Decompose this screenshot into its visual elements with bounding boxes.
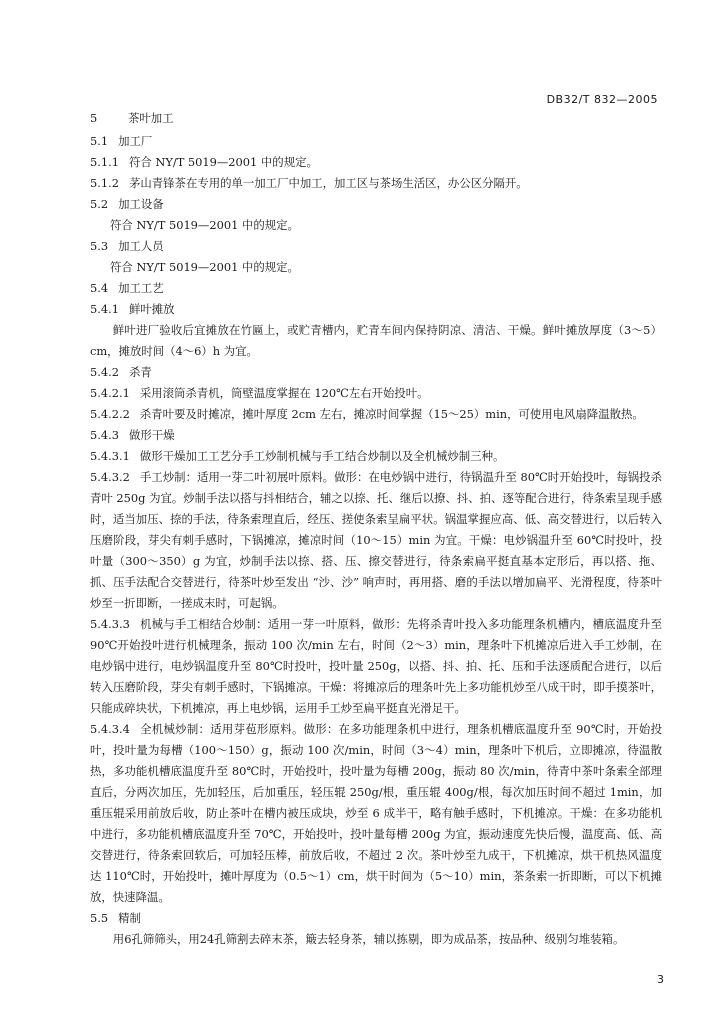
- section-5-1-heading: [90, 131, 662, 152]
- section-number: 5.2: [90, 197, 109, 211]
- section-5-2-heading: [90, 194, 662, 215]
- section-5-4-2-heading: [90, 362, 662, 383]
- clause-number: 5.4.3.3: [90, 617, 130, 631]
- section-number: 5.5: [90, 911, 109, 925]
- clause-5-4-2-1: [90, 383, 662, 404]
- clause-number: 5.4.2.1: [90, 386, 130, 400]
- clause-number: 5.4.3.2: [90, 470, 130, 484]
- section-number: 5.4.1: [90, 302, 119, 316]
- section-number: 5.4.2: [90, 365, 119, 379]
- section-title: 加工设备: [118, 197, 164, 211]
- section-5-2-text: 符合 NY/T 5019—2001 中的规定。: [110, 218, 299, 232]
- section-5-heading: [90, 108, 662, 129]
- clause-title: 机械与手工相结合炒制: [139, 617, 257, 631]
- clause-number: 5.4.3.1: [90, 449, 130, 463]
- clause-text: 符合 NY/T 5019—2001 中的规定。: [128, 155, 318, 169]
- section-number: 5.4.3: [90, 428, 119, 442]
- standard-code: DB32/T 832—2005: [546, 93, 658, 106]
- page-number: 3: [657, 973, 664, 986]
- clause-text: 茅山青锋茶在专用的单一加工厂中加工，加工区与茶场生活区，办公区分隔开。: [128, 176, 528, 190]
- section-title: 加工人员: [118, 239, 164, 253]
- section-number: 5.3: [90, 239, 109, 253]
- section-title: 加工厂: [118, 134, 153, 148]
- clause-5-4-3-4: 5.4.3.4 全机械炒制：适用芽苞形原料。做形：在多功能理条机中进行，理条机槽底温度升至 90℃时，开始投叶，投叶量为每槽（100～150）g，振动 100 次/min，时间（3～4）min，理条叶下机后，立即摊凉，待温散热，多功能机槽底温度升至 80℃时，开始投叶，投叶量为每槽 200g，振动 80 次/min，待青中茶叶条索全部理直后，分两次加压，先加轻压，后加重压，轻压辊 250g/根，重压辊 400g/根，每次加压时间不超过 1min，加重压辊采用前放后收，防止茶叶在槽内被压成块，炒至 6 成半干，略有触手感时，下机摊凉。干燥：在多功能机中进行，多功能机槽底温度升至 70℃，开始投叶，投叶量每槽 200g 为宜，振动速度先快后慢，温度高、低、高交替进行，待条索回软后，可加轻压棒，前放后收，不超过 2 次。茶叶炒至九成干，下机摊凉，烘干机热风温度达 110℃时，开始投叶，摊叶厚度为（0.5～1）cm，烘干时间为（5～10）min，茶条索一折即断，可以下机摊放，快速降温。: [90, 722, 662, 904]
- section-number: 5: [90, 111, 98, 125]
- clause-number: 5.1.1: [90, 155, 119, 169]
- section-title: 鲜叶摊放: [128, 302, 175, 316]
- clause-number: 5.1.2: [90, 176, 119, 190]
- section-5-4-3-heading: [90, 425, 662, 446]
- clause-text: 做形干燥加工工艺分手工炒制机械与手工结合炒制以及全机械炒制三种。: [139, 449, 505, 463]
- clause-number: 5.4.3.4: [90, 722, 130, 736]
- section-title: 精制: [118, 911, 141, 925]
- section-5-4-1-text: 鲜叶进厂验收后宜摊放在竹匾上，或贮青槽内，贮青车间内保持阴凉、清洁、干燥。鲜叶摊放厚度（3～5）cm，摊放时间（4～6）h 为宜。: [90, 323, 662, 358]
- section-title: 茶叶加工: [128, 111, 174, 125]
- clause-title: 手工炒制: [139, 470, 186, 484]
- clause-text: 适用芽苞形原料。做形：在多功能理条机中进行，理条机槽底温度升至 90℃时，开始投叶，投叶量为每槽（100～150）g，振动 100 次/min，时间（3～4）min，理条叶下机后，立即摊凉，待温散热，多功能机槽底温度升至 80℃时，开始投叶，投叶量为每槽 200g，振动 80 次/min，待青中茶叶条索全部理直后，分两次加压，先加轻压，后加重压，轻压辊 250g/根，重压辊 400g/根，每次加压时间不超过 1min，加重压辊采用前放后收，防止茶叶在槽内被压成块，炒至 6 成半干，略有触手感时，下机摊凉。干燥：在多功能机中进行，多功能机槽底温度升至 70℃，开始投叶，投叶量每槽 200g 为宜，振动速度先快后慢，温度高、低、高交替进行，待条索回软后，可加轻压棒，前放后收，不超过 2 次。茶叶炒至九成干，下机摊凉，烘干机热风温度达 110℃时，开始投叶，摊叶厚度为（0.5～1）cm，烘干时间为（5～10）min，茶条索一折即断，可以下机摊放，快速降温。: [90, 722, 662, 904]
- clause-5-4-3-2: 5.4.3.2 手工炒制：适用一芽二叶初展叶原料。做形：在电炒锅中进行，待锅温升至 80℃时开始投叶，每锅投杀青叶 250g 为宜。炒制手法以搭与抖相结合，辅之以捺、托、继后以撩、抖、拍、逐等配合进行，待条索呈现手感时，适当加压、捺的手法，待条索理直后，经压、搓使条索呈扁平状。锅温掌握应高、低、高交替进行，以后转入压磨阶段，芽尖有刺手感时，下锅摊凉，摊凉时间（10～15）min 为宜。干燥：电炒锅温升至 60℃时投叶，投叶量（300～350）g 为宜，炒制手法以捺、搭、压、擦交替进行，待条索扁平挺直基本定形后，再以搭、拖、抓、压手法配合交替进行，待茶叶炒至发出 “沙、沙” 响声时，再用搭、磨的手法以增加扁平、光滑程度，待茶叶炒至一折即断，一搓成末时，可起锅。: [90, 470, 662, 610]
- section-5-5-heading: [90, 908, 662, 929]
- clause-title: 全机械炒制: [139, 722, 199, 736]
- section-5-5-text: 用6孔筛筛头，用24孔筛割去碎末茶，簸去轻身茶，辅以拣剔，即为成品茶，按品种、级别匀堆装箱。: [112, 932, 625, 946]
- section-number: 5.4: [90, 281, 109, 295]
- clause-text: 适用一芽二叶初展叶原料。做形：在电炒锅中进行，待锅温升至 80℃时开始投叶，每锅投杀青叶 250g 为宜。炒制手法以搭与抖相结合，辅之以捺、托、继后以撩、抖、拍、逐等配合进行，待条索呈现手感时，适当加压、捺的手法，待条索理直后，经压、搓使条索呈扁平状。锅温掌握应高、低、高交替进行，以后转入压磨阶段，芽尖有刺手感时，下锅摊凉，摊凉时间（10～15）min 为宜。干燥：电炒锅温升至 60℃时投叶，投叶量（300～350）g 为宜，炒制手法以捺、搭、压、擦交替进行，待条索扁平挺直基本定形后，再以搭、拖、抓、压手法配合交替进行，待茶叶炒至发出 “沙、沙” 响声时，再用搭、磨的手法以增加扁平、光滑程度，待茶叶炒至一折即断，一搓成末时，可起锅。: [90, 470, 662, 610]
- clause-5-1-1: [90, 152, 662, 173]
- clause-text: 杀青叶要及时摊凉，摊叶厚度 2cm 左右，摊凉时间掌握（15～25）min，可使用电风扇降温散热。: [139, 407, 644, 421]
- section-title: 做形干燥: [128, 428, 175, 442]
- clause-text: 适用一芽一叶原料，做形：先将杀青叶投入多功能理条机槽内，槽底温度升至 90℃开始投叶进行机械理条，振动 100 次/min 左右，时间（2～3）min，理条叶下机摊凉后进入手工炒制，在电炒锅中进行，电炒锅温度升至 80℃时投叶，投叶量 250g，以搭、抖、拍、托、压和手法逐质配合进行，以后转入压磨阶段，芽尖有刺手感时，下锅摊凉。干燥：将摊凉后的理条叶先上多功能机炒至八成干时，即手摸茶叶，只能成碎块状，下机摊凉，再上电炒锅，运用手工炒至扁平挺直光滑足干。: [90, 617, 662, 715]
- document-body: [90, 108, 662, 950]
- clause-5-4-3-1: [90, 446, 662, 467]
- section-title: 杀青: [128, 365, 152, 379]
- clause-5-4-2-2: [90, 404, 662, 425]
- section-5-3-text: 符合 NY/T 5019—2001 中的规定。: [110, 260, 299, 274]
- section-5-4-1-heading: [90, 299, 662, 320]
- section-number: 5.1: [90, 134, 109, 148]
- section-title: 加工工艺: [118, 281, 164, 295]
- section-5-3-heading: [90, 236, 662, 257]
- clause-number: 5.4.2.2: [90, 407, 130, 421]
- clause-text: 采用滚筒杀青机，筒壁温度掌握在 120℃左右开始投叶。: [139, 386, 429, 400]
- clause-5-1-2: [90, 173, 662, 194]
- clause-5-4-3-3: 5.4.3.3 机械与手工相结合炒制：适用一芽一叶原料，做形：先将杀青叶投入多功能理条机槽内，槽底温度升至 90℃开始投叶进行机械理条，振动 100 次/min 左右，时间（2～3）min，理条叶下机摊凉后进入手工炒制，在电炒锅中进行，电炒锅温度升至 80℃时投叶，投叶量 250g，以搭、抖、拍、托、压和手法逐质配合进行，以后转入压磨阶段，芽尖有刺手感时，下锅摊凉。干燥：将摊凉后的理条叶先上多功能机炒至八成干时，即手摸茶叶，只能成碎块状，下机摊凉，再上电炒锅，运用手工炒至扁平挺直光滑足干。: [90, 617, 662, 715]
- section-5-4-heading: [90, 278, 662, 299]
